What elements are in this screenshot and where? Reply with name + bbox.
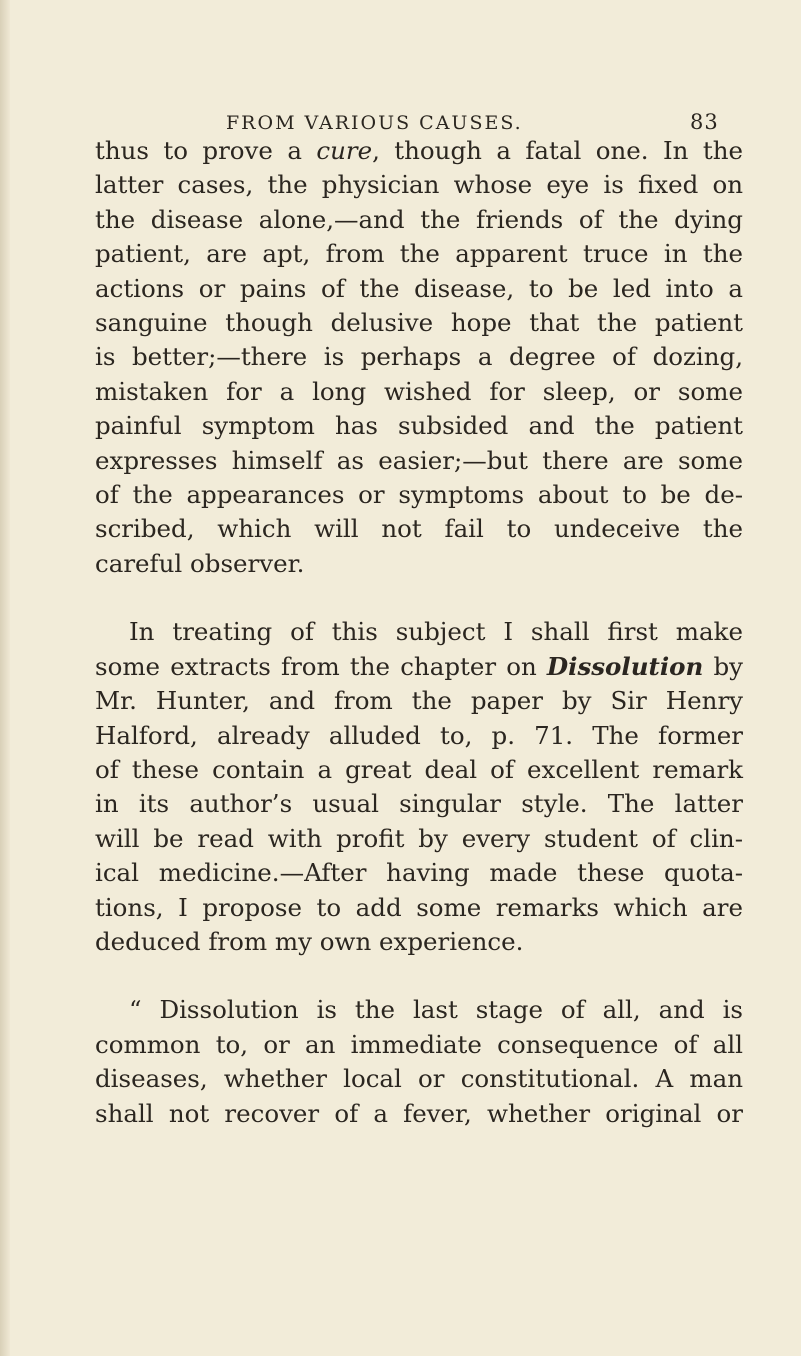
text-line: careful observer. — [95, 548, 305, 578]
paragraph-2 — [95, 615, 743, 959]
text-line: scribed, which will not fail to undeceive the — [95, 514, 743, 544]
text-line: deduced from my own experience. — [95, 926, 524, 956]
text-line: will be read with profit by every student of clin- — [95, 823, 743, 853]
text-line: is better;—there is perhaps a degree of dozing, — [95, 342, 743, 372]
text-line: latter cases, the physician whose eye is fixed on — [95, 170, 743, 200]
text-line: patient, are apt, from the apparent truce in the — [95, 239, 743, 269]
text-line: some extracts from the chapter on Dissolution by — [95, 651, 743, 681]
text-line: sanguine though delusive hope that the patient — [95, 308, 743, 338]
text-line: thus to prove a cure, though a fatal one. In the — [95, 136, 743, 165]
text-line: diseases, whether local or constitutional. A man — [95, 1064, 743, 1094]
text-line: the disease alone,—and the friends of the dying — [95, 204, 743, 234]
text-line: mistaken for a long wished for sleep, or some — [95, 376, 743, 406]
text-line: painful symptom has subsided and the patient — [95, 411, 743, 441]
emphasis-dissolution: Dissolution — [546, 651, 704, 681]
text-line: In treating of this subject I shall first make — [129, 617, 743, 647]
emphasis-cure: cure — [316, 136, 373, 165]
text-line: tions, I propose to add some remarks which are — [95, 892, 743, 922]
text-line: ical medicine.—After having made these quota- — [95, 858, 743, 888]
page-edge — [0, 0, 10, 1356]
running-header: FROM VARIOUS CAUSES. — [226, 112, 523, 134]
text-line: of the appearances or symptoms about to be de- — [95, 480, 743, 510]
text-line: expresses himself as easier;—but there are some — [95, 445, 743, 475]
text-line: shall not recover of a fever, whether original or — [95, 1098, 743, 1128]
text-line: in its author’s usual singular style. The latter — [95, 789, 743, 819]
text-line: actions or pains of the disease, to be led into a — [95, 273, 743, 303]
text-line: common to, or an immediate consequence of all — [95, 1029, 743, 1059]
text-line: of these contain a great deal of excellent remark — [95, 754, 743, 784]
paragraph-gap — [95, 959, 743, 993]
page-number: 83 — [690, 110, 719, 134]
body-text — [95, 134, 743, 1131]
paragraph-gap — [95, 581, 743, 615]
paragraph-1 — [95, 134, 743, 581]
paragraph-3 — [95, 993, 743, 1131]
text-line: Halford, already alluded to, p. 71. The former — [95, 720, 743, 750]
text-line: “ Dissolution is the last stage of all, and is — [129, 995, 743, 1025]
text-line: Mr. Hunter, and from the paper by Sir Henry — [95, 686, 743, 716]
